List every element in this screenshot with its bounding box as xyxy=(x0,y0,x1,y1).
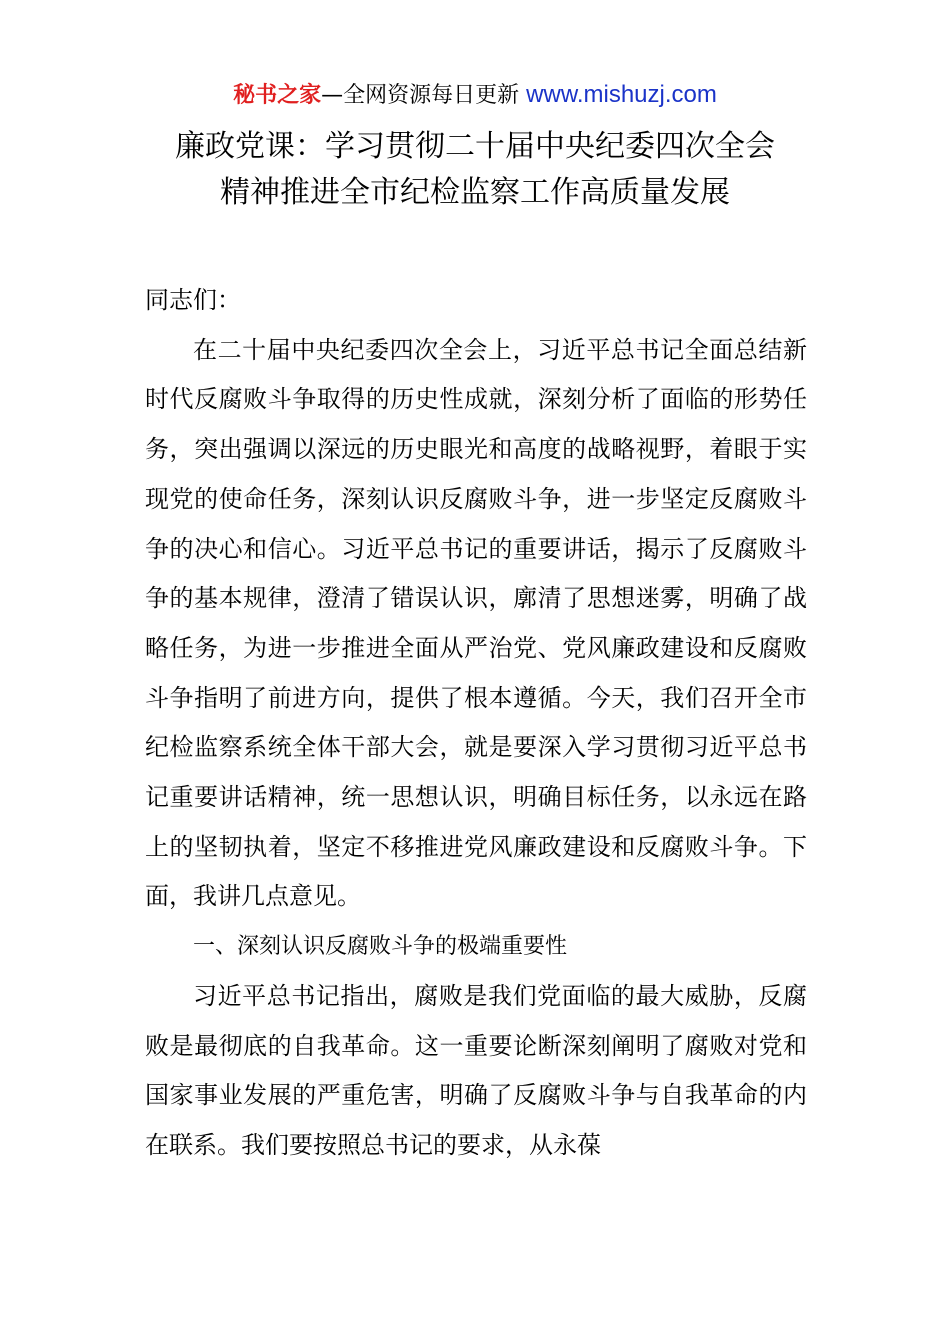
page-header xyxy=(0,78,950,113)
title-line-2: 精神推进全市纪检监察工作高质量发展 xyxy=(220,175,730,210)
body-paragraph: 习近平总书记指出，腐败是我们党面临的最大威胁，反腐败是最彻底的自我革命。这一重要论断深刻阐明了腐败对党和国家事业发展的严重危害，明确了反腐败斗争与自我革命的内在联系。我们要按照总书记的要求，从永葆 xyxy=(145,981,807,1159)
document-title xyxy=(0,124,950,216)
brand-name: 秘书之家 xyxy=(233,83,322,108)
website-link[interactable]: www.mishuzj.com xyxy=(526,81,717,108)
body-paragraph: 在二十届中央纪委四次全会上，习近平总书记全面总结新时代反腐败斗争取得的历史性成就，深刻分析了面临的形势任务，突出强调以深远的历史眼光和高度的战略视野，着眼于实现党的使命任务，深刻认识反腐败斗争，进一步坚定反腐败斗争的决心和信心。习近平总书记的重要讲话，揭示了反腐败斗争的基本规律，澄清了错误认识，廓清了思想迷雾，明确了战略任务，为进一步推进全面从严治党、党风廉政建设和反腐败斗争指明了前进方向，提供了根本遵循。今天，我们召开全市纪检监察系统全体干部大会，就是要深入学习贯彻习近平总书记重要讲话精神，统一思想认识，明确目标任务，以永远在路上的坚韧执着，坚定不移推进党风廉政建设和反腐败斗争。下面，我讲几点意见。 xyxy=(145,335,807,911)
title-line-1: 廉政党课：学习贯彻二十届中央纪委四次全会 xyxy=(175,129,775,164)
section-heading: 一、深刻认识反腐败斗争的极端重要性 xyxy=(193,934,568,960)
header-tagline: —全网资源每日更新 xyxy=(321,83,527,108)
salutation: 同志们： xyxy=(145,286,241,314)
document-body xyxy=(145,276,807,1171)
